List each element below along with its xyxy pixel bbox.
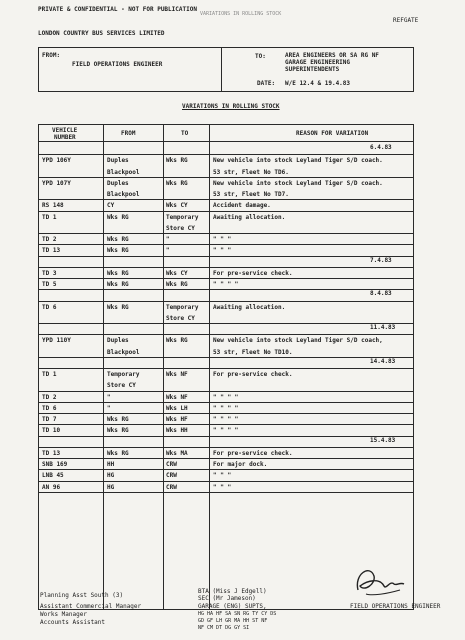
cell-from: CY (107, 202, 115, 210)
row-divider (38, 301, 414, 302)
to-line-1: AREA ENGINEERS OR SA RG NF (285, 52, 379, 59)
cell-from: Duples (107, 157, 129, 165)
footer-left-4: Accounts Assistant (40, 619, 106, 626)
cell-to: Store CY (166, 224, 195, 232)
cell-from: HG (107, 483, 115, 491)
cell-reason: " " " " (213, 281, 239, 288)
cell-reason: New vehicle into stock Leyland Tiger S/D coach, (213, 337, 383, 345)
cell-to: Wks RG (166, 157, 188, 165)
to-line-3: SUPERINTENDENTS (285, 66, 340, 73)
cell-from: Wks RG (107, 281, 129, 288)
cell-to: Store CY (166, 314, 195, 322)
cell-vehicle: YPD 110Y (42, 337, 71, 345)
cell-vehicle: TD 3 (42, 269, 57, 277)
cell-reason: Awaiting allocation. (213, 213, 286, 221)
cell-vehicle: TD 6 (42, 303, 57, 311)
cell-reason: " " " " (213, 404, 239, 412)
cell-reason: For major dock. (213, 461, 268, 468)
row-divider (38, 492, 414, 493)
cell-from: Wks RG (107, 416, 129, 423)
cell-vehicle: RS 148 (42, 202, 64, 210)
cell-to: " (166, 236, 170, 243)
cell-to: Wks MA (166, 449, 188, 457)
cell-to: Wks CY (166, 202, 188, 210)
cell-reason: For pre-service check. (213, 449, 293, 457)
footer-left-1: Planning Asst South (3) (40, 592, 124, 599)
row-divider (38, 391, 414, 392)
cell-vehicle: TD 13 (42, 247, 61, 255)
cell-vehicle: TD 13 (42, 449, 61, 457)
header-to: TO (181, 130, 189, 137)
row-divider (38, 267, 414, 268)
document-title: VARIATIONS IN ROLLING STOCK (182, 103, 280, 110)
row-divider (38, 278, 414, 279)
date-marker: 15.4.83 (370, 436, 396, 444)
cell-to: Temporary (166, 303, 199, 311)
cell-reason: " " " " (213, 427, 239, 435)
footer-mid-3: GARAGE (ENG) SUPTS, (198, 603, 267, 610)
cell-vehicle: YPD 107Y (42, 179, 71, 187)
cell-from: Store CY (107, 382, 136, 390)
row-divider (38, 323, 414, 324)
cell-reason: New vehicle into stock Leyland Tiger S/D coach. (213, 179, 383, 187)
cell-vehicle: TD 1 (42, 371, 57, 378)
cell-vehicle: TD 6 (42, 404, 57, 412)
cell-vehicle: TD 2 (42, 393, 57, 401)
date-marker: 6.4.83 (370, 144, 392, 151)
cell-from: Wks RG (107, 247, 129, 255)
cell-reason: Awaiting allocation. (213, 303, 286, 311)
cell-vehicle: TD 5 (42, 281, 57, 288)
cell-from: Wks RG (107, 269, 129, 277)
header-reason: REASON FOR VARIATION (296, 130, 369, 137)
cell-to: Wks NF (166, 371, 188, 378)
cell-to: Wks CY (166, 269, 188, 277)
cell-reason: 53 str, Fleet No TD6. (213, 168, 289, 176)
date-label: DATE: (257, 80, 276, 87)
cell-to: Wks RG (166, 179, 188, 187)
cell-reason: " " " (213, 236, 232, 243)
cell-reason: 53 str, Fleet No TD7. (213, 191, 289, 198)
row-divider (38, 402, 414, 403)
cell-from: Wks RG (107, 449, 129, 457)
row-divider (38, 154, 414, 155)
row-divider (38, 199, 414, 200)
footer-mid-5: GD GF LH GR MA HH ST NF (198, 618, 268, 624)
cell-to: CRW (166, 461, 177, 468)
cell-from: Duples (107, 337, 129, 345)
cell-from: Blackpool (107, 168, 140, 176)
cell-from: HG (107, 472, 115, 480)
cell-to: Wks NF (166, 393, 188, 401)
date-marker: 7.4.83 (370, 256, 392, 264)
cell-from: Duples (107, 179, 129, 187)
row-divider (38, 211, 414, 212)
row-divider (38, 481, 414, 482)
cell-to: Wks LH (166, 404, 188, 412)
header-number: NUMBER (54, 134, 76, 141)
cell-from: " (107, 404, 111, 412)
row-divider (38, 244, 414, 245)
cell-from: Temporary (107, 371, 140, 378)
cell-vehicle: TD 7 (42, 416, 57, 423)
footer-mid-1: BTA (Miss J Edgell) (198, 588, 267, 595)
date-marker: 8.4.83 (370, 290, 392, 298)
cell-to: Wks HH (166, 427, 188, 435)
row-divider (38, 424, 414, 425)
date-value: W/E 12.4 & 19.4.83 (285, 80, 351, 87)
cell-from: Wks RG (107, 427, 129, 435)
cell-reason: " " " " (213, 393, 239, 401)
footer-left-2: Assistant Commercial Manager (40, 603, 142, 610)
cell-from: Blackpool (107, 348, 140, 356)
cell-vehicle: TD 2 (42, 236, 57, 243)
row-divider (38, 447, 414, 448)
cell-to: " (166, 247, 170, 255)
from-value: FIELD OPERATIONS ENGINEER (72, 61, 163, 68)
from-label: FROM: (42, 52, 61, 59)
cell-to: CRW (166, 472, 177, 480)
reference-code: REFGATE (393, 17, 419, 24)
cell-from: Wks RG (107, 213, 129, 221)
row-divider (38, 469, 414, 470)
cell-to: CRW (166, 483, 177, 491)
cell-to: Temporary (166, 213, 199, 221)
cell-reason: New vehicle into stock Leyland Tiger S/D coach. (213, 157, 383, 165)
footer-mid-2: SEC (Mr Jameson) (198, 595, 256, 602)
cell-from: Wks RG (107, 303, 129, 311)
confidential-notice: PRIVATE & CONFIDENTIAL - NOT FOR PUBLICATION (38, 6, 197, 13)
cell-reason: For pre-service check. (213, 371, 293, 378)
cell-reason: " " " (213, 472, 232, 480)
cell-reason: " " " (213, 247, 232, 255)
row-divider (38, 177, 414, 178)
cell-vehicle: YPD 106Y (42, 157, 71, 165)
cell-vehicle: TD 1 (42, 213, 57, 221)
cell-reason: For pre-service check. (213, 269, 293, 277)
cell-to: Wks RG (166, 281, 188, 288)
row-divider (38, 289, 414, 290)
cell-from: HH (107, 461, 115, 468)
cell-vehicle: LNB 45 (42, 472, 64, 480)
row-divider (38, 458, 414, 459)
cell-from: Wks RG (107, 236, 129, 243)
cell-reason: " " " " (213, 416, 239, 423)
signature-mark (350, 560, 410, 602)
header-from: FROM (121, 130, 136, 137)
cell-vehicle: TD 10 (42, 427, 61, 435)
date-marker: 11.4.83 (370, 324, 396, 331)
cell-vehicle: SNB 169 (42, 461, 68, 468)
footer-left-3: Works Manager (40, 611, 87, 618)
footer-mid-6: NF CM DT DG GY SI (198, 625, 250, 631)
cell-reason: 53 str, Fleet No TD10. (213, 348, 293, 356)
row-divider (38, 256, 414, 257)
row-divider (38, 233, 414, 234)
cell-reason: Accident damage. (213, 202, 271, 210)
to-label: TO: (255, 53, 266, 60)
header-vehicle: VEHICLE (52, 127, 78, 134)
company-name: LONDON COUNTRY BUS SERVICES LIMITED (38, 30, 165, 37)
cell-from: Blackpool (107, 191, 140, 198)
row-divider (38, 334, 414, 335)
row-divider (38, 368, 414, 369)
to-line-2: GARAGE ENGINEERING (285, 59, 351, 66)
cell-to: Wks RG (166, 337, 188, 345)
cell-reason: " " " (213, 483, 232, 491)
row-divider (38, 413, 414, 414)
footer-signatory: FIELD OPERATIONS ENGINEER (350, 603, 441, 610)
row-divider (38, 436, 414, 437)
cell-to: Wks HF (166, 416, 188, 423)
faint-stamp: VARIATIONS IN ROLLING STOCK (200, 11, 282, 17)
cell-vehicle: AN 96 (42, 483, 61, 491)
date-marker: 14.4.83 (370, 357, 396, 365)
row-divider (38, 357, 414, 358)
cell-from: " (107, 393, 111, 401)
footer-mid-4: HG HA HF SA SN RG TY CY DS (198, 611, 277, 617)
